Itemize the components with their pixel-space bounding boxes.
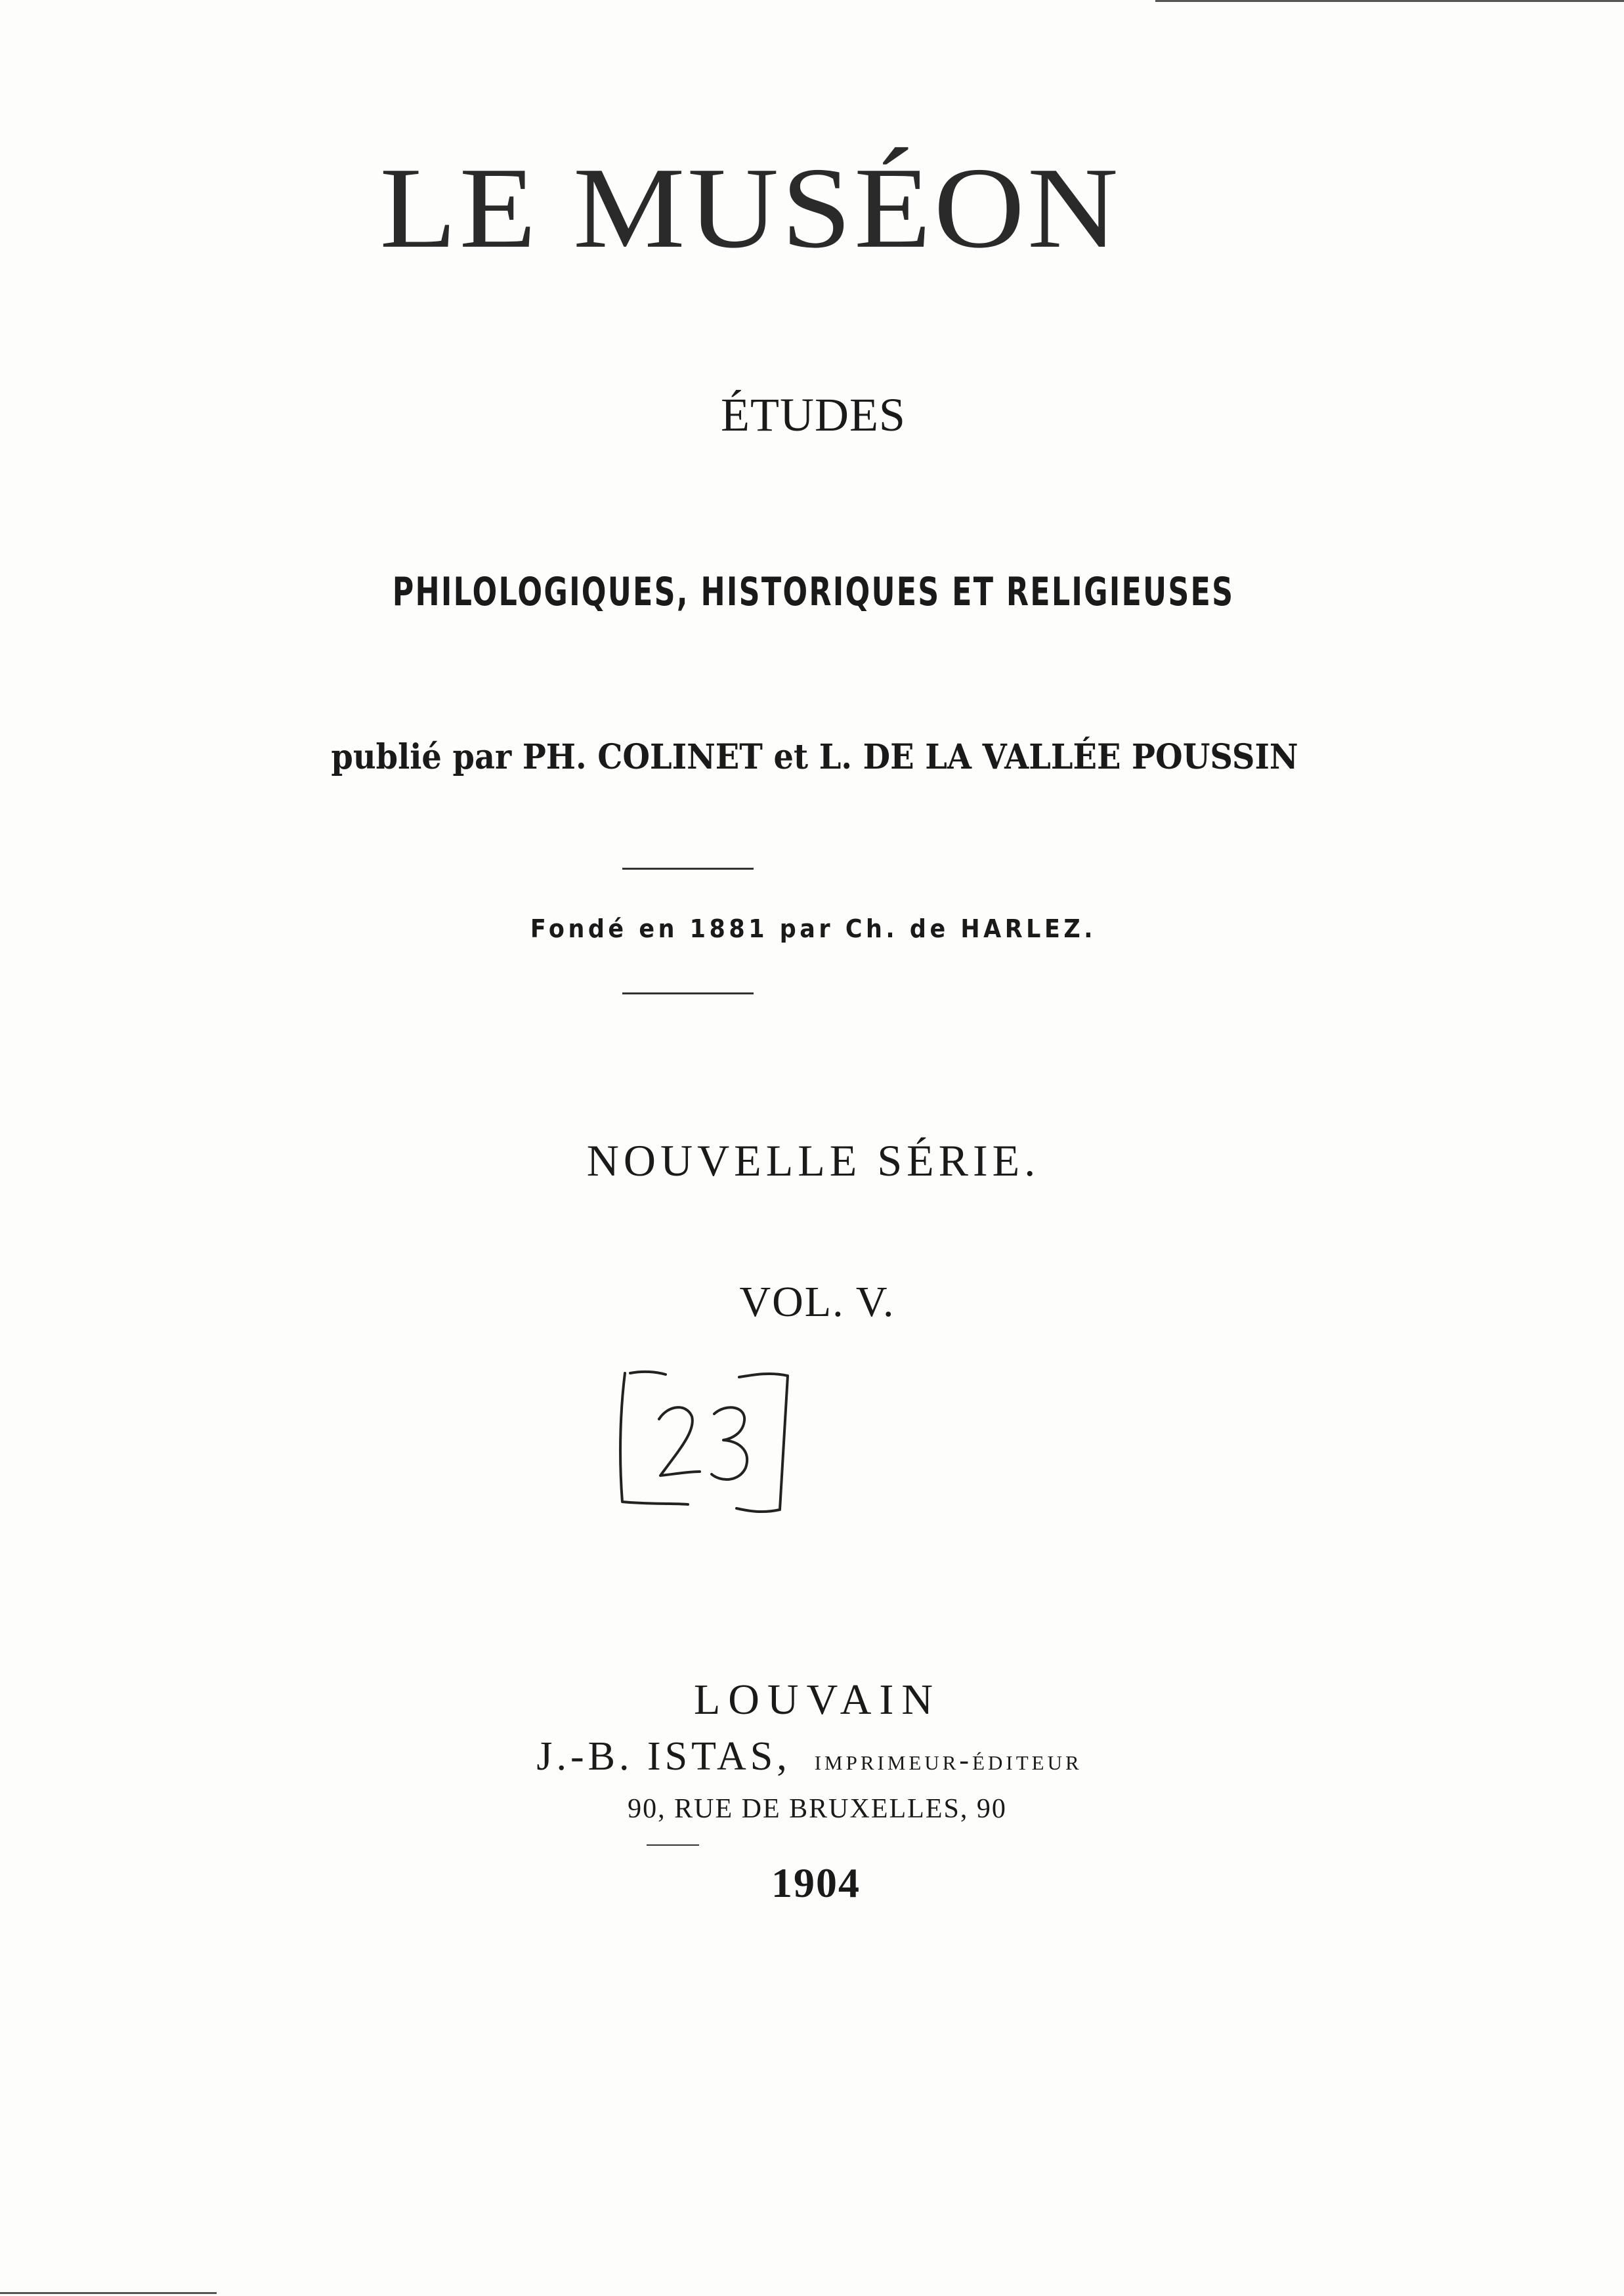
founded-line: Fondé en 1881 par Ch. de HARLEZ. — [530, 914, 1097, 943]
subject-line: PHILOLOGIQUES, HISTORIQUES ET RELIGIEUSES — [392, 569, 1235, 615]
volume-line: VOL. V. — [739, 1278, 895, 1326]
handwritten-note — [610, 1365, 807, 1523]
series-line: NOUVELLE SÉRIE. — [586, 1136, 1040, 1185]
year-line: 1904 — [771, 1860, 861, 1906]
scan-edge-top — [1155, 0, 1624, 2]
editors-line: publié par PH. COLINET et L. DE LA VALLÉE POUSSIN — [331, 737, 1298, 777]
publisher-line — [0, 1732, 1621, 1785]
publisher-role: imprimeur-éditeur — [814, 1744, 1082, 1776]
journal-title: LE MUSÉON — [379, 143, 1121, 272]
divider-rule — [622, 868, 754, 870]
publisher-name: J.-B. ISTAS, — [536, 1734, 791, 1779]
address-line: 90, RUE DE BRUXELLES, 90 — [628, 1794, 1007, 1824]
divider-rule — [622, 992, 754, 994]
city-line: LOUVAIN — [693, 1676, 941, 1724]
divider-rule — [647, 1844, 699, 1846]
scan-edge-bottom — [0, 2292, 217, 2294]
subtitle: ÉTUDES — [721, 389, 906, 441]
